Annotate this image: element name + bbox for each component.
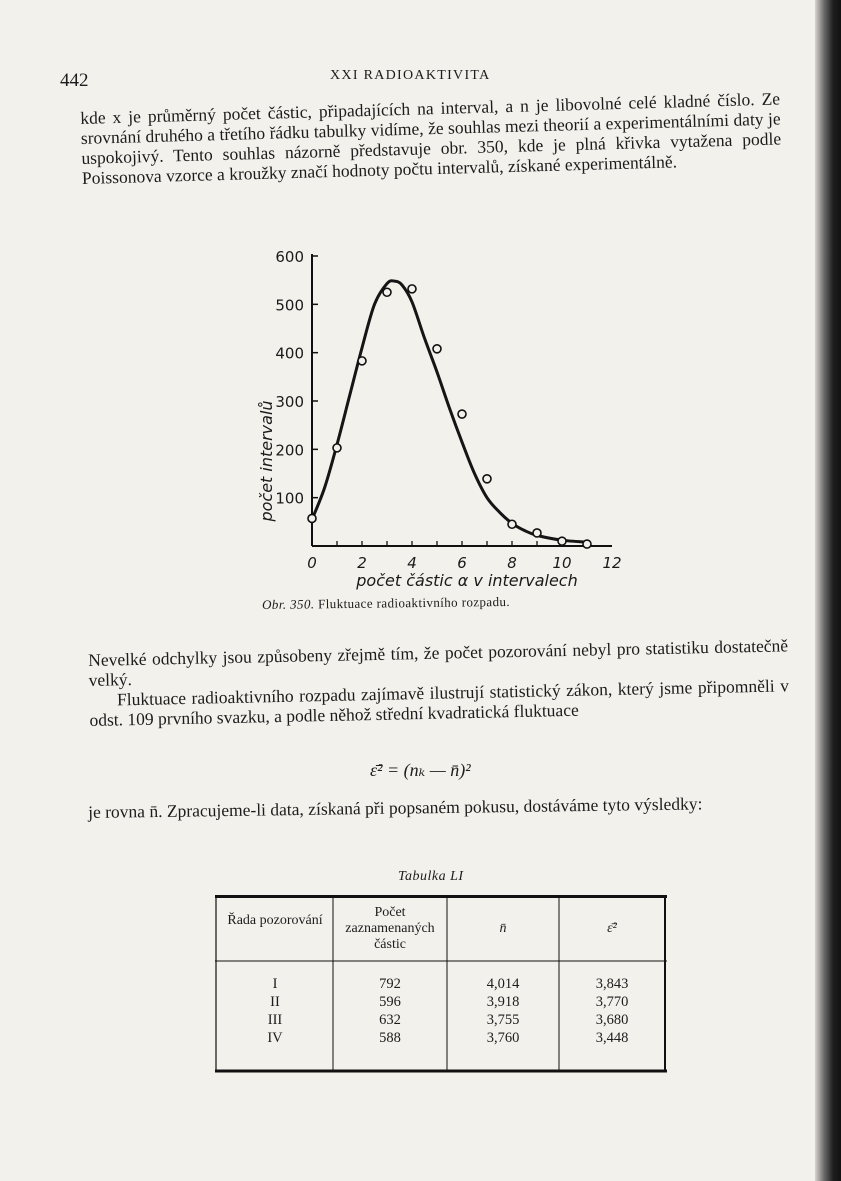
- experimental-point: [433, 345, 441, 353]
- formula-fluctuation: ε̄² = (nₖ — n̄)²: [370, 760, 471, 780]
- table-header-epsilon: ε̄²: [607, 921, 617, 936]
- table-cell-epsilon: 3,448: [595, 1030, 629, 1046]
- paragraph-deviations-text: Nevelké odchylky jsou způsobeny zřejmě tím, že počet pozorování nebyl pro statistiku dostatečně velký.: [88, 635, 789, 690]
- experimental-point: [308, 514, 316, 522]
- figure-350-chart: [250, 245, 630, 590]
- results-table: [215, 895, 667, 1073]
- x-tick-label: 6: [457, 554, 467, 572]
- x-tick-label: 4: [407, 554, 417, 572]
- table-cell-epsilon: 3,680: [595, 1012, 629, 1028]
- y-tick-label: 400: [275, 344, 304, 363]
- table-header-nbar: n̄: [499, 921, 507, 936]
- table-cell-nbar: 4,014: [486, 976, 520, 992]
- x-tick-label: 0: [307, 554, 317, 572]
- paragraph-fluctuation-text: Fluktuace radioaktivního rozpadu zajímavě ilustrují statistický zákon, který jsme připomněli v odst. 109 prvního svazku, a podle něhož střední kvadratická fluktuace: [89, 675, 790, 730]
- paragraph-intro: kde x je průměrný počet částic, připadajících na interval, a n je libovolné celé kladné číslo. Ze srovnání druhého a třetího řádku tabulky vidíme, že souhlas mezi theorií a experimentálními daty je uspokojivý. Tento souhlas názorně představuje obr. 350, kde je plná křivka vytažena podle Poissonova vzorce a kroužky značí hodnoty počtu intervalů, získané experimentálně.: [80, 88, 782, 188]
- table-cell-series: III: [267, 1012, 283, 1028]
- table-cell-nbar: 3,918: [486, 994, 520, 1010]
- table-cell-epsilon: 3,770: [595, 994, 629, 1010]
- experimental-point: [508, 520, 516, 528]
- paragraph-deviations: [88, 635, 790, 730]
- page-edge-shadow: [815, 0, 841, 1181]
- running-head: XXI RADIOAKTIVITA: [330, 68, 491, 83]
- x-tick-label: 2: [357, 554, 367, 572]
- table-header-series: Řada pozorování: [227, 913, 323, 928]
- experimental-point: [558, 537, 566, 545]
- chart-y-label: počet intervalů: [257, 400, 276, 522]
- table-cell-series: II: [270, 994, 280, 1010]
- experimental-point: [333, 444, 341, 452]
- table-title: Tabulka LI: [398, 869, 464, 884]
- experimental-point: [533, 529, 541, 537]
- x-tick-label: 10: [552, 554, 572, 572]
- y-tick-label: 500: [275, 296, 304, 315]
- table-cell-nbar: 3,755: [486, 1012, 520, 1028]
- experimental-point: [383, 288, 391, 296]
- paragraph-results: je rovna n̄. Zpracujeme-li data, získaná při popsaném pokusu, dostáváme tyto výsledky:: [88, 793, 703, 822]
- x-tick-label: 12: [602, 554, 622, 572]
- table-cell-epsilon: 3,843: [595, 976, 629, 992]
- table-cell-series: I: [272, 976, 278, 992]
- experimental-point: [583, 540, 591, 548]
- chart-axes: [312, 254, 612, 546]
- table-cell-count: 792: [379, 976, 401, 992]
- page-number: 442: [60, 70, 89, 91]
- table-cell-count: 596: [379, 994, 401, 1010]
- poisson-curve: [312, 281, 587, 542]
- y-tick-label: 100: [275, 489, 304, 508]
- chart-x-label: počet částic α v intervalech: [356, 571, 578, 590]
- table-cell-count: 632: [379, 1012, 401, 1028]
- experimental-point: [408, 285, 416, 293]
- experimental-point: [483, 475, 491, 483]
- table-header-count: Počet zaznamenaných částic: [345, 905, 435, 952]
- experimental-point: [458, 410, 466, 418]
- table-cell-count: 588: [379, 1030, 401, 1046]
- experimental-point: [358, 357, 366, 365]
- experimental-points: [308, 285, 591, 548]
- figure-caption: [262, 594, 510, 613]
- caption-text: Fluktuace radioaktivního rozpadu.: [318, 593, 511, 612]
- table-cell-nbar: 3,760: [486, 1030, 520, 1046]
- table-cell-series: IV: [267, 1030, 283, 1046]
- y-tick-label: 200: [275, 441, 304, 460]
- caption-label: Obr. 350.: [262, 596, 315, 612]
- y-tick-label: 300: [275, 393, 304, 411]
- x-tick-label: 8: [507, 554, 517, 572]
- y-tick-label: 600: [275, 248, 304, 266]
